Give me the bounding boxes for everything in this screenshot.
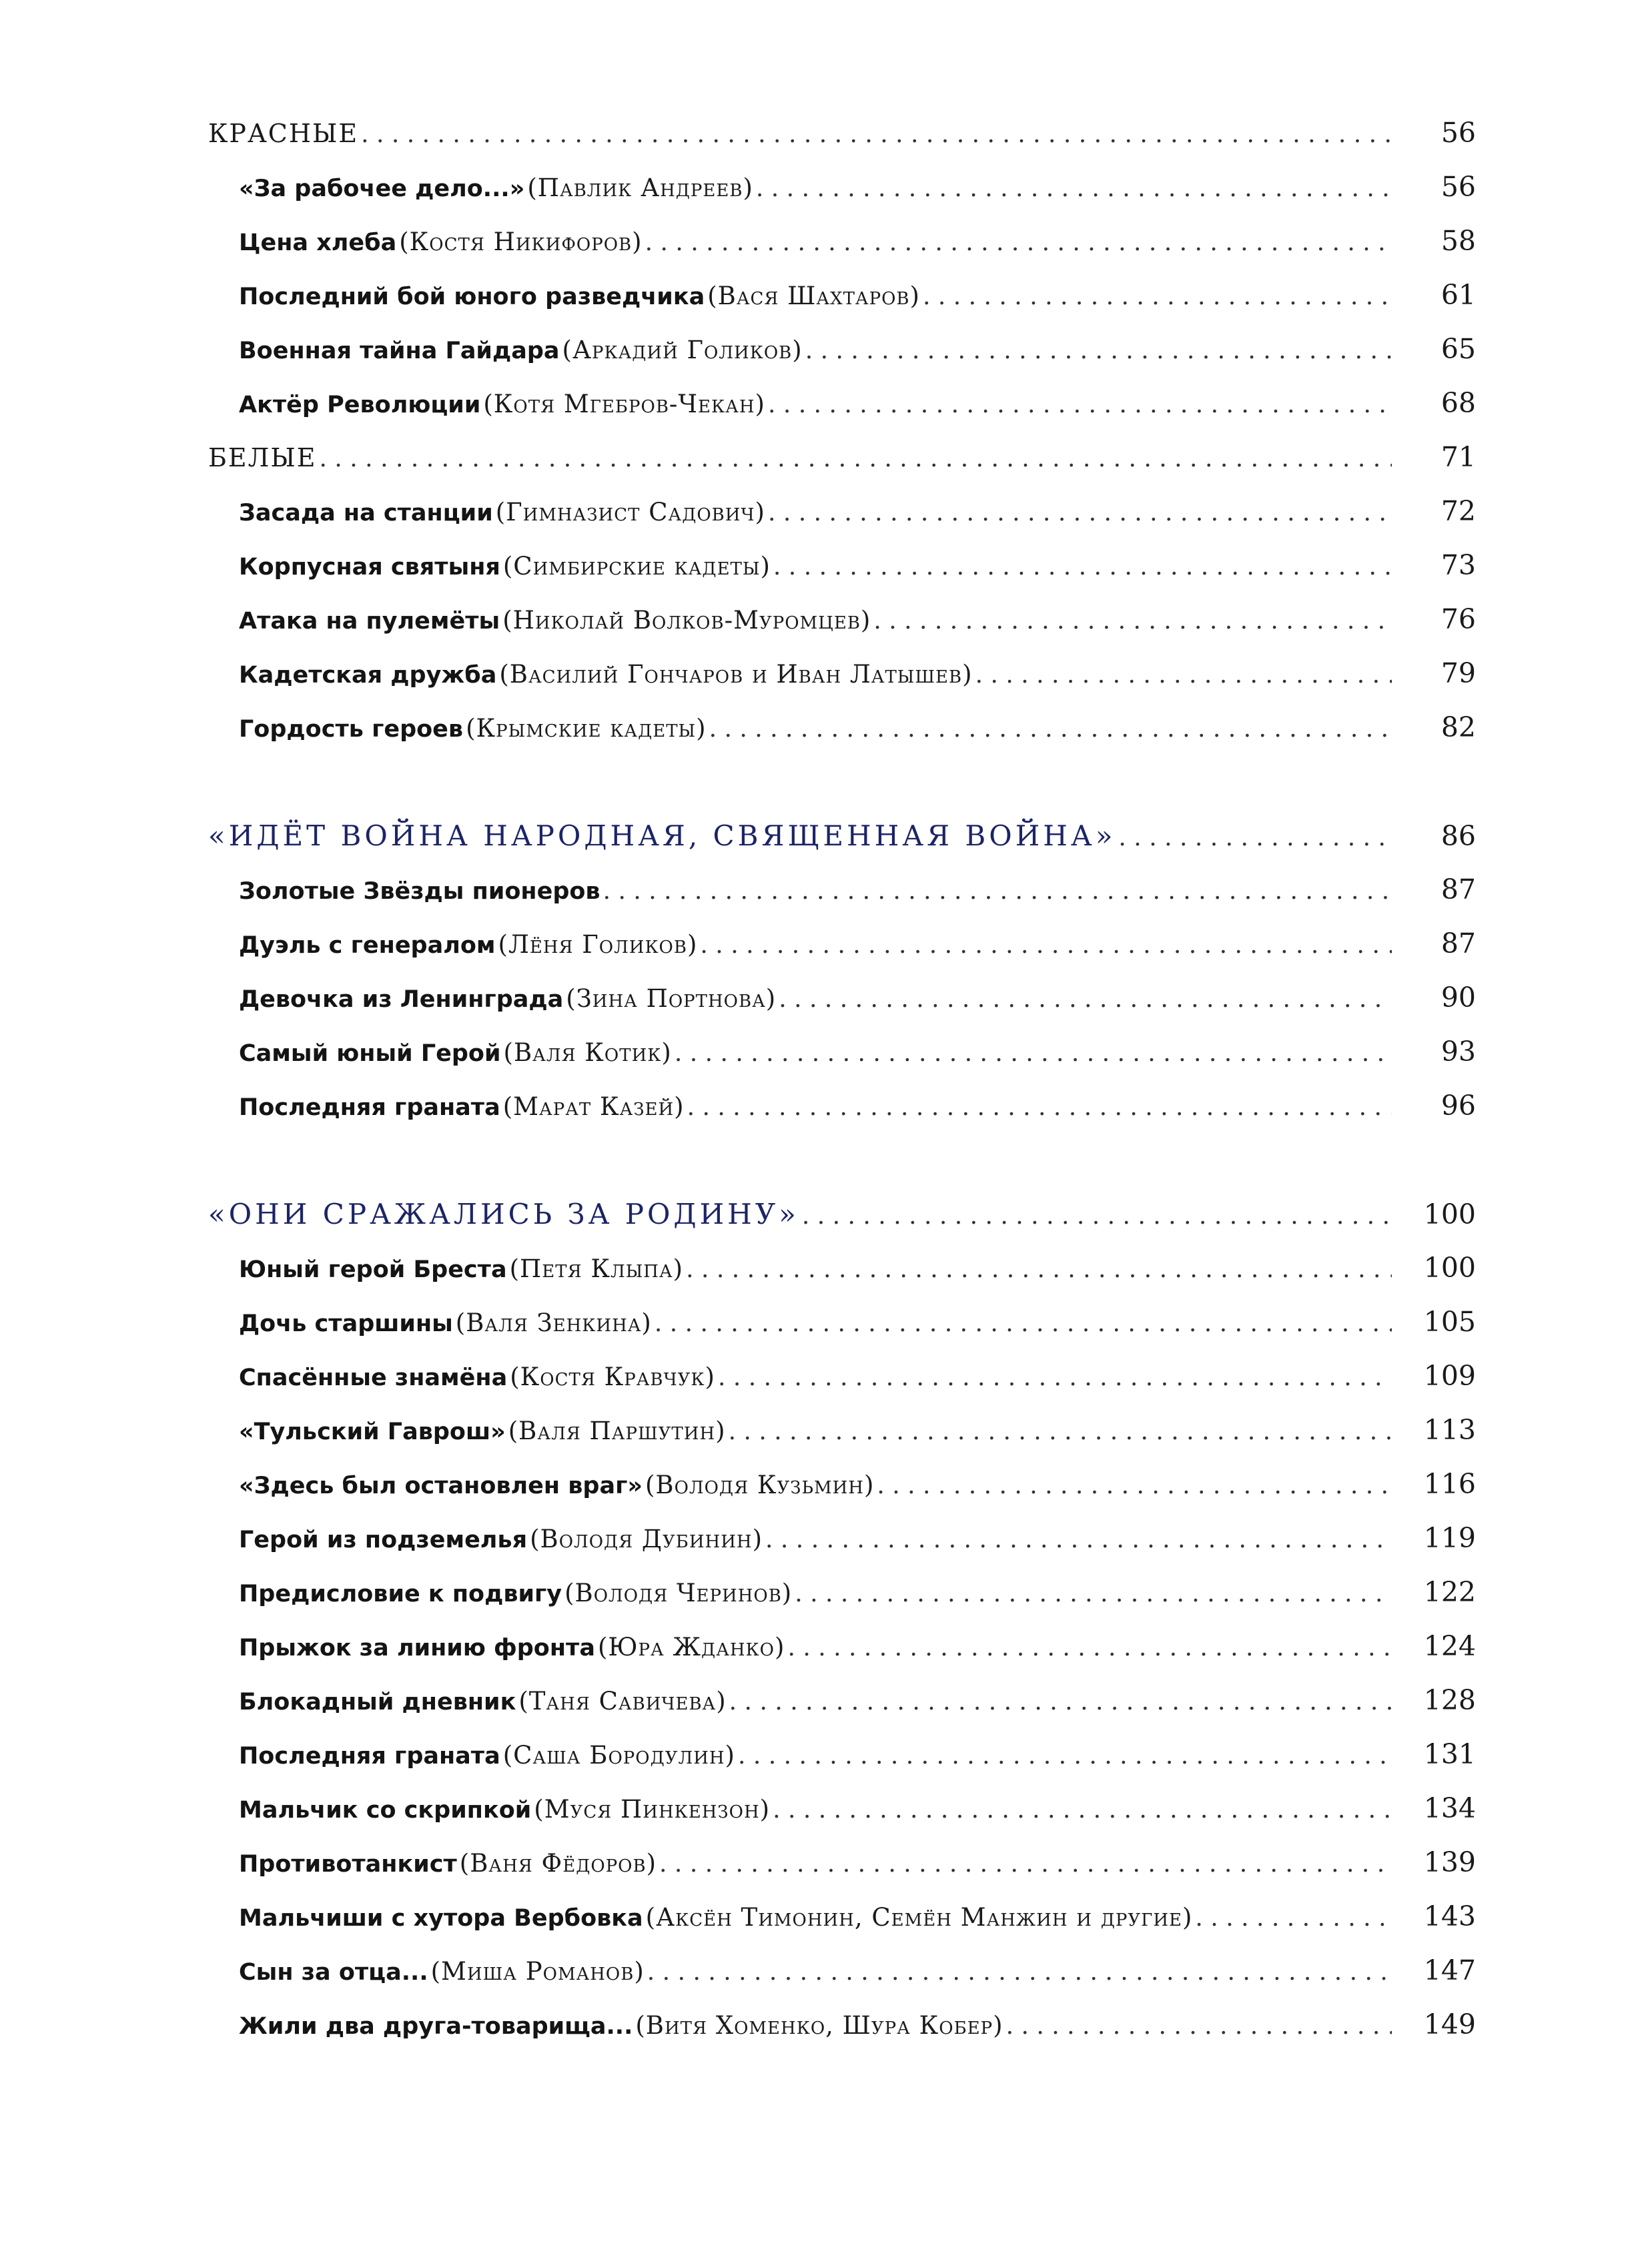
page-number: 116 [1423, 1468, 1476, 1500]
story-title: Мальчиши с хутора Вербовка [239, 1905, 643, 1932]
story-title: «Здесь был остановлен враг» [239, 1473, 643, 1499]
toc-entry[interactable] [208, 1684, 1476, 1738]
hero-name: (Василий Гончаров и Иван Латышев) [499, 660, 973, 689]
hero-name: (Гимназист Садович) [495, 498, 765, 526]
page-number: 149 [1423, 2008, 1476, 2040]
hero-name: (Миша Романов) [430, 1957, 645, 1986]
page-number: 100 [1423, 1252, 1476, 1284]
toc-entry[interactable] [208, 603, 1476, 657]
hero-name: (Котя Мгебров-Чекан) [483, 390, 765, 418]
page-number: 82 [1441, 711, 1476, 743]
toc-entry[interactable] [208, 927, 1476, 981]
page-number: 93 [1441, 1036, 1476, 1068]
leader-dots [975, 661, 1392, 689]
page-number: 79 [1441, 657, 1476, 689]
story-title: Самый юный Герой [239, 1040, 501, 1067]
story-title: Кадетская дружба [239, 662, 497, 689]
toc-entry[interactable] [208, 1576, 1476, 1629]
toc-entry[interactable] [208, 279, 1476, 332]
toc-entry[interactable] [208, 873, 1476, 927]
story-title: Мальчик со скрипкой [239, 1797, 532, 1824]
leader-dots [361, 121, 1392, 148]
hero-name: (Валя Зенкина) [455, 1308, 652, 1337]
page-number: 56 [1441, 117, 1476, 149]
leader-dots [647, 1958, 1392, 1986]
toc-entry[interactable] [208, 1738, 1476, 1792]
leader-dots [765, 1526, 1392, 1553]
hero-name: (Юра Жданко) [597, 1633, 785, 1661]
hero-name: (Ваня Фёдоров) [459, 1849, 657, 1878]
page-number: 61 [1441, 279, 1476, 311]
toc-entry[interactable] [208, 171, 1476, 224]
story-title: Последняя граната [239, 1743, 500, 1770]
toc-entry[interactable] [208, 549, 1476, 603]
page-number: 122 [1423, 1576, 1476, 1608]
toc-entry[interactable] [208, 1252, 1476, 1305]
page-number: 86 [1441, 820, 1476, 852]
toc-entry[interactable] [208, 1630, 1476, 1683]
page-number: 119 [1423, 1522, 1476, 1554]
hero-name: (Крымские кадеты) [466, 714, 707, 743]
toc-entry[interactable] [208, 1792, 1476, 1846]
leader-dots [773, 1796, 1392, 1824]
hero-name: (Муся Пинкензон) [534, 1795, 771, 1824]
leader-dots [923, 283, 1392, 310]
hero-name: (Марат Казей) [502, 1092, 685, 1121]
leader-dots [655, 1310, 1392, 1337]
leader-dots [729, 1688, 1392, 1716]
hero-name: (Володя Черинов) [564, 1579, 793, 1607]
toc-entry[interactable] [208, 982, 1476, 1035]
toc-entry[interactable] [208, 1306, 1476, 1359]
subsection-title: КРАСНЫЕ [208, 119, 359, 148]
leader-dots [675, 1040, 1392, 1067]
leader-dots [645, 229, 1392, 256]
leader-dots [756, 175, 1392, 202]
story-title: Цена хлеба [239, 230, 397, 256]
page-number: 128 [1423, 1684, 1476, 1716]
story-title: Спасённые знамёна [239, 1365, 508, 1391]
leader-dots [787, 1634, 1392, 1661]
part-title: «ИДЁТ ВОЙНА НАРОДНАЯ, СВЯЩЕННАЯ ВОЙНА» [208, 819, 1116, 852]
page-number: 124 [1423, 1630, 1476, 1662]
page-number: 143 [1423, 1900, 1476, 1932]
toc-entry[interactable] [208, 657, 1476, 711]
page-number: 134 [1423, 1792, 1476, 1824]
leader-dots [1006, 2012, 1392, 2040]
leader-dots [779, 986, 1392, 1013]
leader-dots [687, 1094, 1392, 1121]
leader-dots [802, 1202, 1392, 1230]
page-number: 76 [1441, 603, 1476, 635]
story-title: Девочка из Ленинграда [239, 986, 564, 1013]
toc-entry[interactable] [208, 1414, 1476, 1467]
leader-dots [768, 391, 1392, 418]
hero-name: (Саша Бородулин) [502, 1741, 735, 1770]
hero-name: (Петя Клыпа) [509, 1254, 684, 1283]
toc-entry[interactable] [208, 2008, 1476, 2062]
hero-name: (Зина Портнова) [566, 984, 777, 1013]
toc-part-homeland[interactable] [208, 1198, 1476, 1251]
story-title: Противотанкист [239, 1851, 457, 1878]
story-title: Прыжок за линию фронта [239, 1635, 595, 1661]
leader-dots [603, 877, 1392, 905]
story-title: Жили два друга-товарища... [239, 2013, 633, 2040]
page-number: 65 [1441, 333, 1476, 365]
hero-name: (Вася Шахтаров) [707, 282, 920, 310]
leader-dots [700, 931, 1392, 959]
story-title: Сын за отца... [239, 1959, 428, 1986]
hero-name: (Костя Кравчук) [510, 1363, 715, 1391]
part-title: «ОНИ СРАЖАЛИСЬ ЗА РОДИНУ» [208, 1198, 799, 1230]
toc-entry[interactable] [208, 1522, 1476, 1575]
leader-dots [659, 1850, 1392, 1878]
leader-dots [738, 1742, 1392, 1770]
leader-dots [320, 445, 1392, 472]
hero-name: (Костя Никифоров) [399, 228, 643, 256]
leader-dots [773, 553, 1392, 581]
story-title: Последний бой юного разведчика [239, 284, 705, 310]
story-title: Герой из подземелья [239, 1527, 528, 1553]
toc-entry[interactable] [208, 1846, 1476, 1900]
page-number: 72 [1441, 495, 1476, 527]
toc-entry[interactable] [208, 711, 1476, 765]
toc-entry[interactable] [208, 1090, 1476, 1143]
toc-entry[interactable] [208, 333, 1476, 386]
page-number: 87 [1441, 873, 1476, 905]
page-number: 113 [1423, 1414, 1476, 1446]
story-title: Юный герой Бреста [239, 1256, 507, 1283]
page-number: 71 [1441, 441, 1476, 473]
page-number: 131 [1423, 1738, 1476, 1770]
leader-dots [795, 1580, 1392, 1607]
hero-name: (Володя Дубинин) [530, 1525, 763, 1553]
toc-entry[interactable] [208, 1468, 1476, 1521]
leader-dots [873, 607, 1392, 635]
page-number: 68 [1441, 387, 1476, 419]
story-title: Дочь старшины [239, 1310, 453, 1337]
story-title: Военная тайна Гайдара [239, 338, 560, 364]
toc-part-war[interactable] [208, 819, 1476, 873]
story-title: Предисловие к подвигу [239, 1581, 562, 1607]
toc-entry[interactable] [208, 1954, 1476, 2008]
page-number: 139 [1423, 1846, 1476, 1878]
leader-dots [877, 1472, 1392, 1499]
leader-dots [709, 715, 1392, 743]
leader-dots [686, 1256, 1392, 1283]
story-title: Засада на станции [239, 500, 493, 526]
subsection-title: БЕЛЫЕ [208, 443, 317, 472]
toc-entry[interactable] [208, 1900, 1476, 1954]
hero-name: (Николай Волков-Муромцев) [502, 606, 871, 635]
story-title: Блокадный дневник [239, 1689, 516, 1716]
toc-entry[interactable] [208, 225, 1476, 278]
story-title: «Тульский Гаврош» [239, 1419, 506, 1445]
toc-entry[interactable] [208, 495, 1476, 548]
leader-dots [805, 337, 1392, 364]
toc-subsection-white[interactable] [208, 441, 1476, 494]
leader-dots [1195, 1904, 1392, 1932]
leader-dots [729, 1418, 1392, 1445]
hero-name: (Володя Кузьмин) [645, 1471, 875, 1499]
page-number: 105 [1423, 1306, 1476, 1338]
page-number: 73 [1441, 549, 1476, 581]
story-title: Дуэль с генералом [239, 932, 496, 959]
hero-name: (Павлик Андреев) [527, 173, 753, 202]
hero-name: (Аксён Тимонин, Семён Манжин и другие) [645, 1903, 1193, 1932]
page-number: 109 [1423, 1360, 1476, 1392]
page-number: 90 [1441, 982, 1476, 1014]
leader-dots [1118, 824, 1392, 851]
story-title: «За рабочее дело...» [239, 175, 525, 202]
hero-name: (Валя Котик) [503, 1038, 672, 1067]
leader-dots [718, 1364, 1392, 1391]
page-number: 96 [1441, 1090, 1476, 1122]
toc-subsection-red[interactable] [208, 117, 1476, 170]
toc-entry[interactable] [208, 1036, 1476, 1089]
story-title: Золотые Звёзды пионеров [239, 878, 600, 905]
story-title: Атака на пулемёты [239, 608, 500, 635]
page-number: 100 [1423, 1198, 1476, 1230]
hero-name: (Симбирские кадеты) [502, 552, 771, 581]
toc-entry[interactable] [208, 387, 1476, 440]
hero-name: (Таня Савичева) [518, 1687, 727, 1716]
story-title: Гордость героев [239, 716, 464, 743]
hero-name: (Валя Паршутин) [508, 1417, 726, 1445]
hero-name: (Лёня Голиков) [498, 930, 698, 959]
leader-dots [768, 499, 1392, 526]
page-number: 56 [1441, 171, 1476, 203]
story-title: Последняя граната [239, 1094, 500, 1121]
page-number: 147 [1423, 1954, 1476, 1986]
page-number: 87 [1441, 927, 1476, 960]
hero-name: (Аркадий Голиков) [562, 336, 803, 364]
hero-name: (Витя Хоменко, Шура Кобер) [635, 2011, 1003, 2040]
page-number: 58 [1441, 225, 1476, 257]
story-title: Корпусная святыня [239, 554, 500, 581]
story-title: Актёр Революции [239, 392, 481, 418]
toc-entry[interactable] [208, 1360, 1476, 1413]
